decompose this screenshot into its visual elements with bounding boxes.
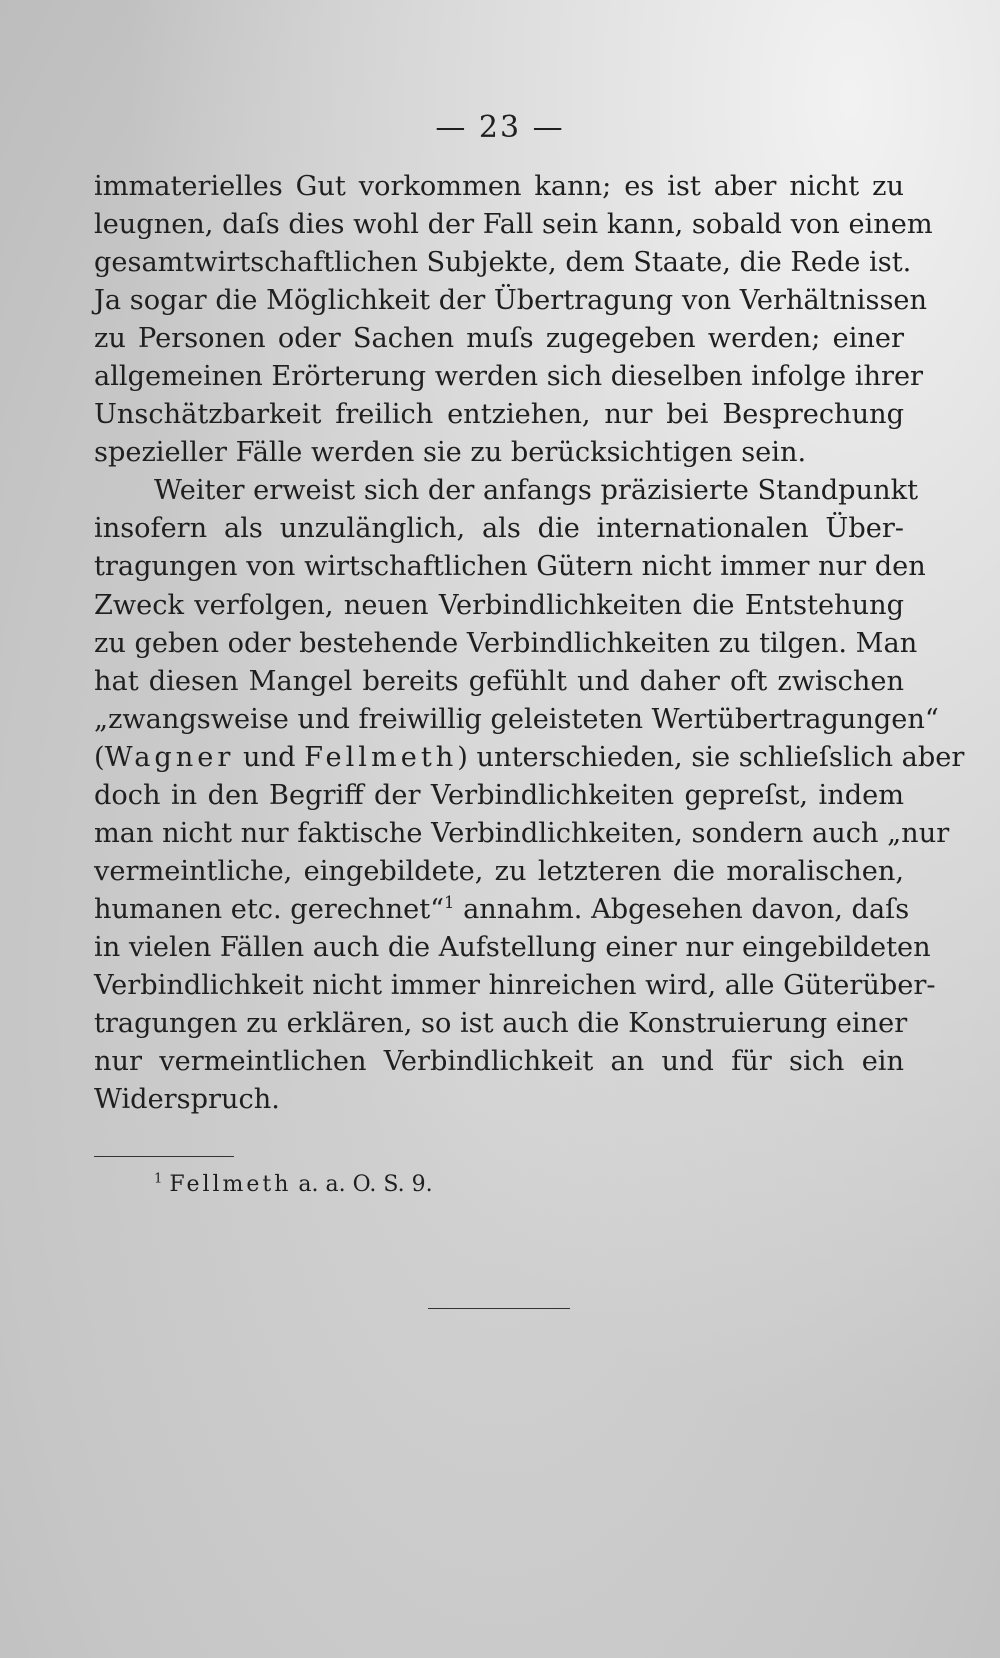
- text-line: Unschätzbarkeit freilich entziehen, nur bei Besprechung: [94, 399, 904, 431]
- text-segment: und: [234, 741, 305, 773]
- footnote-reference-text: a. a. O. S. 9.: [291, 1172, 433, 1197]
- footnote-author: Fellmeth: [169, 1172, 292, 1197]
- text-segment: (: [94, 741, 105, 773]
- author-name: Wagner: [104, 741, 235, 773]
- footnote-marker: 1: [154, 1171, 163, 1187]
- text-line: immaterielles Gut vorkommen kann; es ist aber nicht zu: [94, 171, 904, 202]
- text-line: spezieller Fälle werden sie zu berücksichtigen sein.: [94, 437, 807, 469]
- text-line: „zwangsweise und freiwillig geleisteten Wertübertragungen“: [94, 703, 939, 735]
- text-line: insofern als unzulänglich, als die internationalen Über-: [94, 513, 904, 545]
- text-line: man nicht nur faktische Verbindlichkeiten, sondern auch „nur: [94, 817, 950, 849]
- text-line: hat diesen Mangel bereits gefühlt und daher oft zwischen: [94, 665, 904, 697]
- text-line: Ja sogar die Möglichkeit der Übertragung von Verhältnissen: [94, 285, 928, 317]
- text-line: zu geben oder bestehende Verbindlichkeiten zu tilgen. Man: [94, 627, 918, 659]
- text-line: Verbindlichkeit nicht immer hinreichen wird, alle Güterüber-: [94, 969, 936, 1001]
- text-segment: ) unterschieden, sie schlieſslich aber: [457, 741, 965, 773]
- end-divider: [428, 1308, 570, 1309]
- text-line: Weiter erweist sich der anfangs präzisierte Standpunkt: [154, 475, 918, 507]
- text-line-with-footnote-ref: [94, 891, 910, 929]
- text-line-with-names: [94, 739, 965, 777]
- text-line: Widerspruch.: [94, 1084, 280, 1116]
- text-line: tragungen zu erklären, so ist auch die Konstruierung einer: [94, 1008, 908, 1040]
- footnote-divider: [94, 1156, 234, 1157]
- page-number: — 23 —: [435, 110, 565, 145]
- text-segment: humanen etc. gerechnet“: [94, 893, 445, 925]
- body-text: [94, 168, 965, 1119]
- text-line: doch in den Begriff der Verbindlichkeiten gepreſst, indem: [94, 779, 904, 811]
- text-line: vermeintliche, eingebildete, zu letzteren die moralischen,: [94, 855, 904, 887]
- text-line: leugnen, daſs dies wohl der Fall sein kann, sobald von einem: [94, 209, 933, 241]
- text-line: gesamtwirtschaftlichen Subjekte, dem Staate, die Rede ist.: [94, 247, 912, 279]
- text-line: Zweck verfolgen, neuen Verbindlichkeiten die Entstehung: [94, 589, 904, 621]
- footnote-reference: 1: [444, 892, 455, 912]
- text-line: allgemeinen Erörterung werden sich dieselben infolge ihrer: [94, 361, 924, 393]
- text-line: in vielen Fällen auch die Aufstellung einer nur eingebildeten: [94, 931, 931, 963]
- text-segment: annahm. Abgesehen davon, daſs: [454, 893, 910, 925]
- author-name: Fellmeth: [304, 741, 458, 773]
- text-line: nur vermeintlichen Verbindlichkeit an und für sich ein: [94, 1046, 904, 1078]
- text-line: tragungen von wirtschaftlichen Gütern nicht immer nur den: [94, 551, 926, 583]
- footnote: [154, 1172, 433, 1197]
- text-line: zu Personen oder Sachen muſs zugegeben werden; einer: [94, 323, 904, 355]
